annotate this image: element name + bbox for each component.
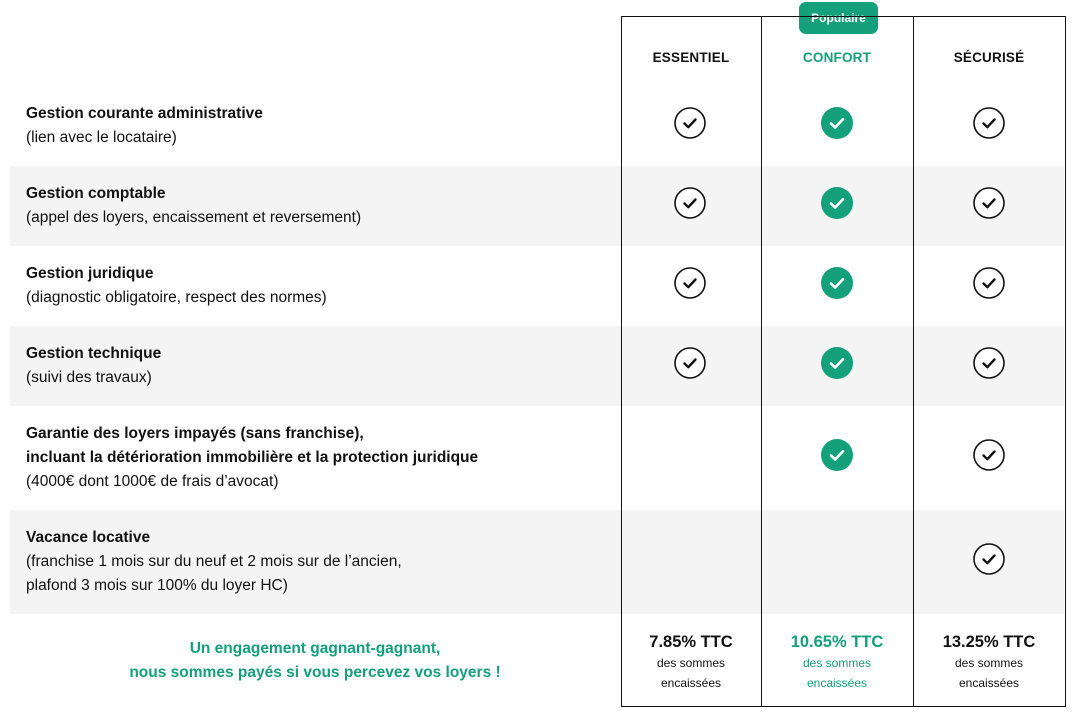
check-circle-outline-icon — [973, 187, 1005, 219]
feature-row-administrative — [26, 102, 263, 150]
popular-badge: Populaire — [799, 2, 878, 34]
check-circle-outline-icon — [973, 267, 1005, 299]
feature-description-continued: plafond 3 mois sur 100% du loyer HC) — [26, 577, 288, 594]
check-circle-filled-icon — [821, 267, 853, 299]
price-value: 13.25% TTC — [942, 633, 1036, 651]
price-subtext: encaissées — [806, 676, 868, 690]
price-securise — [914, 632, 1064, 692]
price-subtext: encaissées — [660, 676, 722, 690]
plan-header-confort: CONFORT — [802, 50, 872, 65]
check-circle-filled-icon — [821, 107, 853, 139]
feature-description: (diagnostic obligatoire, respect des normes) — [26, 289, 327, 306]
feature-row-comptable — [26, 182, 361, 230]
check-circle-outline-icon — [973, 107, 1005, 139]
check-circle-outline-icon — [674, 187, 706, 219]
price-subtext: encaissées — [958, 676, 1020, 690]
feature-row-vacance-locative — [26, 526, 402, 598]
check-circle-filled-icon — [821, 347, 853, 379]
feature-description: (suivi des travaux) — [26, 369, 152, 386]
engagement-line-2: nous sommes payés si vous percevez vos loyers ! — [129, 664, 501, 681]
feature-row-technique — [26, 342, 161, 390]
check-circle-outline-icon — [973, 543, 1005, 575]
check-circle-outline-icon — [674, 347, 706, 379]
feature-description: (appel des loyers, encaissement et reversement) — [26, 209, 362, 226]
plan-header-securise: SÉCURISÉ — [953, 50, 1025, 65]
feature-title: Vacance locative — [26, 529, 151, 546]
plan-header-essentiel: ESSENTIEL — [652, 50, 730, 65]
feature-description: (franchise 1 mois sur du neuf et 2 mois sur de l’ancien, — [26, 553, 402, 570]
check-circle-filled-icon — [821, 439, 853, 471]
feature-row-garantie-loyers — [26, 422, 478, 494]
feature-title: Gestion comptable — [26, 185, 166, 202]
feature-title: Gestion juridique — [26, 265, 154, 282]
price-value: 7.85% TTC — [649, 633, 733, 651]
check-circle-outline-icon — [973, 439, 1005, 471]
check-circle-filled-icon — [821, 187, 853, 219]
engagement-message — [80, 637, 550, 685]
engagement-line-1: Un engagement gagnant-gagnant, — [189, 640, 441, 657]
feature-row-juridique — [26, 262, 327, 310]
price-subtext: des sommes — [954, 656, 1024, 670]
price-value: 10.65% TTC — [790, 633, 884, 651]
price-confort — [762, 632, 912, 692]
feature-title: Garantie des loyers impayés (sans franchise), — [26, 425, 364, 442]
row-background — [10, 326, 1064, 406]
check-circle-outline-icon — [674, 267, 706, 299]
price-subtext: des sommes — [656, 656, 726, 670]
feature-description: (lien avec le locataire) — [26, 129, 177, 146]
price-subtext: des sommes — [802, 656, 872, 670]
check-circle-outline-icon — [674, 107, 706, 139]
check-circle-outline-icon — [973, 347, 1005, 379]
feature-title-continued: incluant la détérioration immobilière et la protection juridique — [26, 449, 479, 466]
feature-description: (4000€ dont 1000€ de frais d’avocat) — [26, 473, 279, 490]
price-essentiel — [616, 632, 766, 692]
feature-title: Gestion technique — [26, 345, 162, 362]
feature-title: Gestion courante administrative — [26, 105, 263, 122]
